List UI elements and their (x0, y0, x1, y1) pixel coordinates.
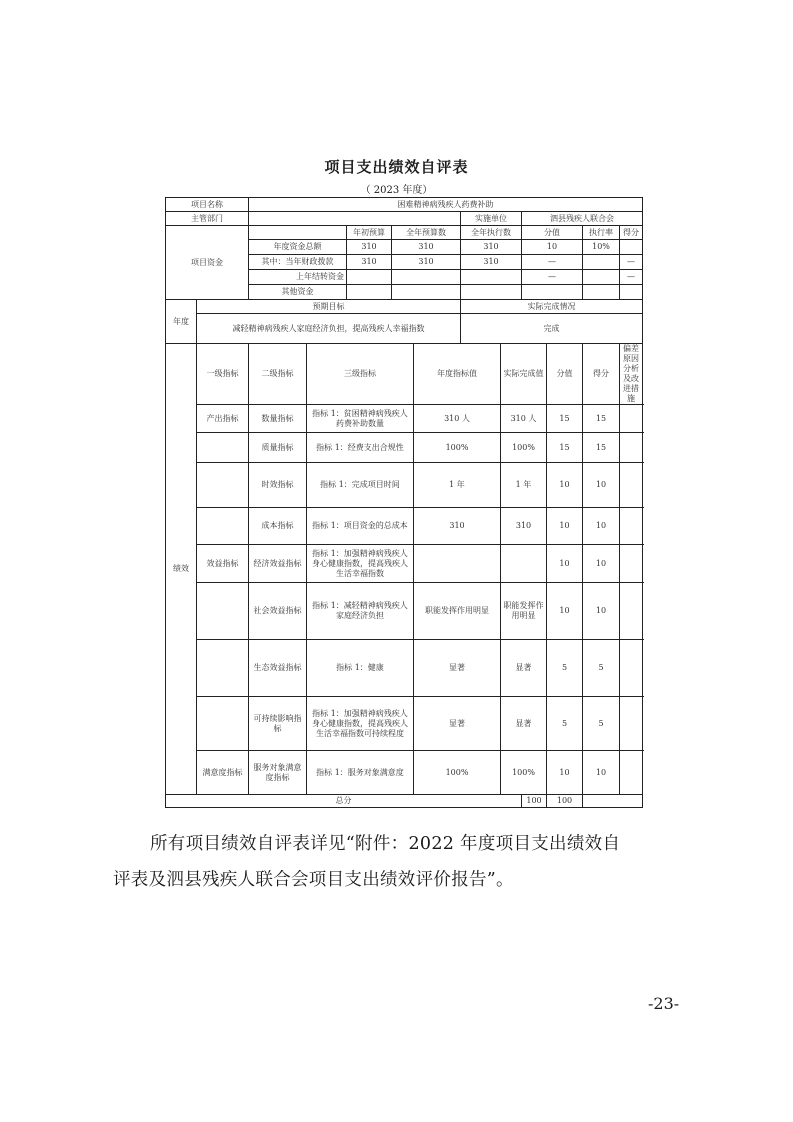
perf-value: 15 (547, 405, 583, 433)
perf-l2: 经济效益指标 (249, 545, 307, 583)
perf-h-level3: 三级指标 (307, 344, 414, 405)
funds-row-label: 其中：当年财政拨款 (249, 255, 347, 270)
funds-row-initial (347, 285, 392, 300)
project-name-label: 项目名称 (166, 198, 249, 212)
funds-row-label: 上年结转资金 (249, 270, 347, 285)
perf-score: 10 (583, 583, 620, 640)
perf-value: 10 (547, 751, 583, 795)
funds-row-annual: 310 (392, 255, 461, 270)
perf-target: 1 年 (414, 463, 501, 508)
perf-h-score: 得分 (583, 344, 620, 405)
funds-row-annual (392, 285, 461, 300)
perf-h-value: 分值 (547, 344, 583, 405)
perf-h-level2: 二级指标 (249, 344, 307, 405)
funds-row-exec (461, 285, 522, 300)
perf-l2: 时效指标 (249, 463, 307, 508)
perf-score: 10 (583, 751, 620, 795)
perf-target: 显著 (414, 640, 501, 697)
goal-year-label: 年度 (166, 300, 197, 344)
perf-h-target: 年度指标值 (414, 344, 501, 405)
perf-l1 (197, 433, 249, 463)
perf-l1 (197, 697, 249, 751)
perf-actual (501, 545, 547, 583)
perf-l2: 成本指标 (249, 508, 307, 545)
perf-l3: 指标 1：减轻精神病残疾人家庭经济负担 (307, 583, 414, 640)
funds-row-label: 年度资金总额 (249, 240, 347, 255)
funds-row-rate (583, 255, 620, 270)
perf-reason (620, 508, 643, 545)
perf-actual: 显著 (501, 697, 547, 751)
goal-actual-text: 完成 (461, 314, 643, 344)
funds-row-exec (461, 270, 522, 285)
perf-side-label: 绩效 (166, 344, 197, 795)
perf-actual: 100% (501, 433, 547, 463)
total-score: 100 (547, 795, 583, 808)
perf-score: 15 (583, 433, 620, 463)
col-exec-rate: 执行率 (583, 226, 620, 240)
col-exec: 全年执行数 (461, 226, 522, 240)
perf-actual: 310 人 (501, 405, 547, 433)
perf-value: 5 (547, 697, 583, 751)
funds-row-score (620, 285, 643, 300)
perf-value: 15 (547, 433, 583, 463)
perf-reason (620, 545, 643, 583)
perf-value: 10 (547, 545, 583, 583)
funds-row-label: 其他资金 (249, 285, 347, 300)
page-number: -23- (648, 994, 680, 1013)
perf-target: 310 (414, 508, 501, 545)
perf-h-reason: 偏差原因分析及改进措施 (620, 344, 643, 405)
perf-target: 职能发挥作用明显 (414, 583, 501, 640)
table-title: 项目支出绩效自评表 (324, 158, 469, 176)
perf-target: 显著 (414, 697, 501, 751)
perf-l1 (197, 640, 249, 697)
dept-value (249, 212, 461, 226)
col-score: 得分 (620, 226, 643, 240)
perf-l3: 指标 1：贫困精神病残疾人药费补助数量 (307, 405, 414, 433)
perf-target: 310 人 (414, 405, 501, 433)
perf-l1 (197, 463, 249, 508)
perf-l2: 数量指标 (249, 405, 307, 433)
funds-label: 项目资金 (166, 226, 249, 300)
project-name-value: 困难精神病残疾人药费补助 (249, 198, 643, 212)
perf-actual: 310 (501, 508, 547, 545)
perf-l1 (197, 583, 249, 640)
unit-label: 实施单位 (461, 212, 522, 226)
perf-l2: 质量指标 (249, 433, 307, 463)
perf-l3: 指标 1：加强精神病残疾人身心健康指数，提高残疾人生活幸福指数 (307, 545, 414, 583)
funds-row-initial (347, 270, 392, 285)
perf-l2: 服务对象满意度指标 (249, 751, 307, 795)
perf-l3: 指标 1：完成项目时间 (307, 463, 414, 508)
funds-row-score (620, 240, 643, 255)
perf-score: 10 (583, 508, 620, 545)
perf-reason (620, 697, 643, 751)
perf-l3: 指标 1：项目资金的总成本 (307, 508, 414, 545)
perf-score: 10 (583, 545, 620, 583)
funds-row-score: — (620, 270, 643, 285)
perf-l3: 指标 1：经费支出合规性 (307, 433, 414, 463)
col-score-value: 分值 (522, 226, 583, 240)
perf-l1 (197, 508, 249, 545)
funds-header-blank (249, 226, 347, 240)
col-initial: 年初预算 (347, 226, 392, 240)
funds-row-initial: 310 (347, 240, 392, 255)
perf-l1: 满意度指标 (197, 751, 249, 795)
perf-target (414, 545, 501, 583)
paragraph-line-1: 所有项目绩效自评表详见“附件：2022 年度项目支出绩效自 (150, 834, 621, 854)
funds-row-rate: 10% (583, 240, 620, 255)
funds-row-score-value: 10 (522, 240, 583, 255)
perf-score: 15 (583, 405, 620, 433)
total-reason (583, 795, 643, 808)
perf-actual: 100% (501, 751, 547, 795)
funds-row-score-value (522, 285, 583, 300)
perf-l2: 生态效益指标 (249, 640, 307, 697)
perf-actual: 职能发挥作用明显 (501, 583, 547, 640)
perf-value: 10 (547, 463, 583, 508)
funds-row-annual: 310 (392, 240, 461, 255)
perf-value: 5 (547, 640, 583, 697)
perf-score: 5 (583, 640, 620, 697)
goal-expected-text: 减轻精神病残疾人家庭经济负担，提高残疾人幸福指数 (197, 314, 461, 344)
perf-reason (620, 463, 643, 508)
perf-reason (620, 433, 643, 463)
perf-value: 10 (547, 508, 583, 545)
perf-target: 100% (414, 751, 501, 795)
funds-row-score-value: — (522, 255, 583, 270)
perf-reason (620, 583, 643, 640)
total-value: 100 (522, 795, 547, 808)
paragraph-line-2: 评表及泗县残疾人联合会项目支出绩效评价报告”。 (113, 870, 514, 890)
dept-label: 主管部门 (166, 212, 249, 226)
unit-value: 泗县残疾人联合会 (522, 212, 643, 226)
perf-reason (620, 405, 643, 433)
performance-table (165, 197, 643, 808)
funds-row-initial: 310 (347, 255, 392, 270)
perf-value: 10 (547, 583, 583, 640)
perf-reason (620, 640, 643, 697)
col-annual: 全年预算数 (392, 226, 461, 240)
funds-row-rate (583, 285, 620, 300)
perf-l2: 社会效益指标 (249, 583, 307, 640)
total-label: 总分 (166, 795, 522, 808)
perf-l3: 指标 1：健康 (307, 640, 414, 697)
funds-row-exec: 310 (461, 255, 522, 270)
perf-reason (620, 751, 643, 795)
goal-expected-label: 预期目标 (197, 300, 461, 314)
perf-actual: 1 年 (501, 463, 547, 508)
funds-row-score: — (620, 255, 643, 270)
perf-l2: 可持续影响指标 (249, 697, 307, 751)
funds-row-exec: 310 (461, 240, 522, 255)
perf-actual: 显著 (501, 640, 547, 697)
funds-row-rate (583, 270, 620, 285)
perf-l3: 指标 1：加强精神病残疾人身心健康指数，提高残疾人生活幸福指数可持续程度 (307, 697, 414, 751)
perf-h-level1: 一级指标 (197, 344, 249, 405)
perf-score: 5 (583, 697, 620, 751)
perf-l1: 产出指标 (197, 405, 249, 433)
perf-target: 100% (414, 433, 501, 463)
goal-actual-label: 实际完成情况 (461, 300, 643, 314)
perf-h-actual: 实际完成值 (501, 344, 547, 405)
funds-row-annual (392, 270, 461, 285)
perf-score: 10 (583, 463, 620, 508)
perf-l3: 指标 1：服务对象满意度 (307, 751, 414, 795)
perf-l1: 效益指标 (197, 545, 249, 583)
funds-row-score-value: — (522, 270, 583, 285)
table-subtitle: （ 2023 年度） (360, 185, 433, 196)
